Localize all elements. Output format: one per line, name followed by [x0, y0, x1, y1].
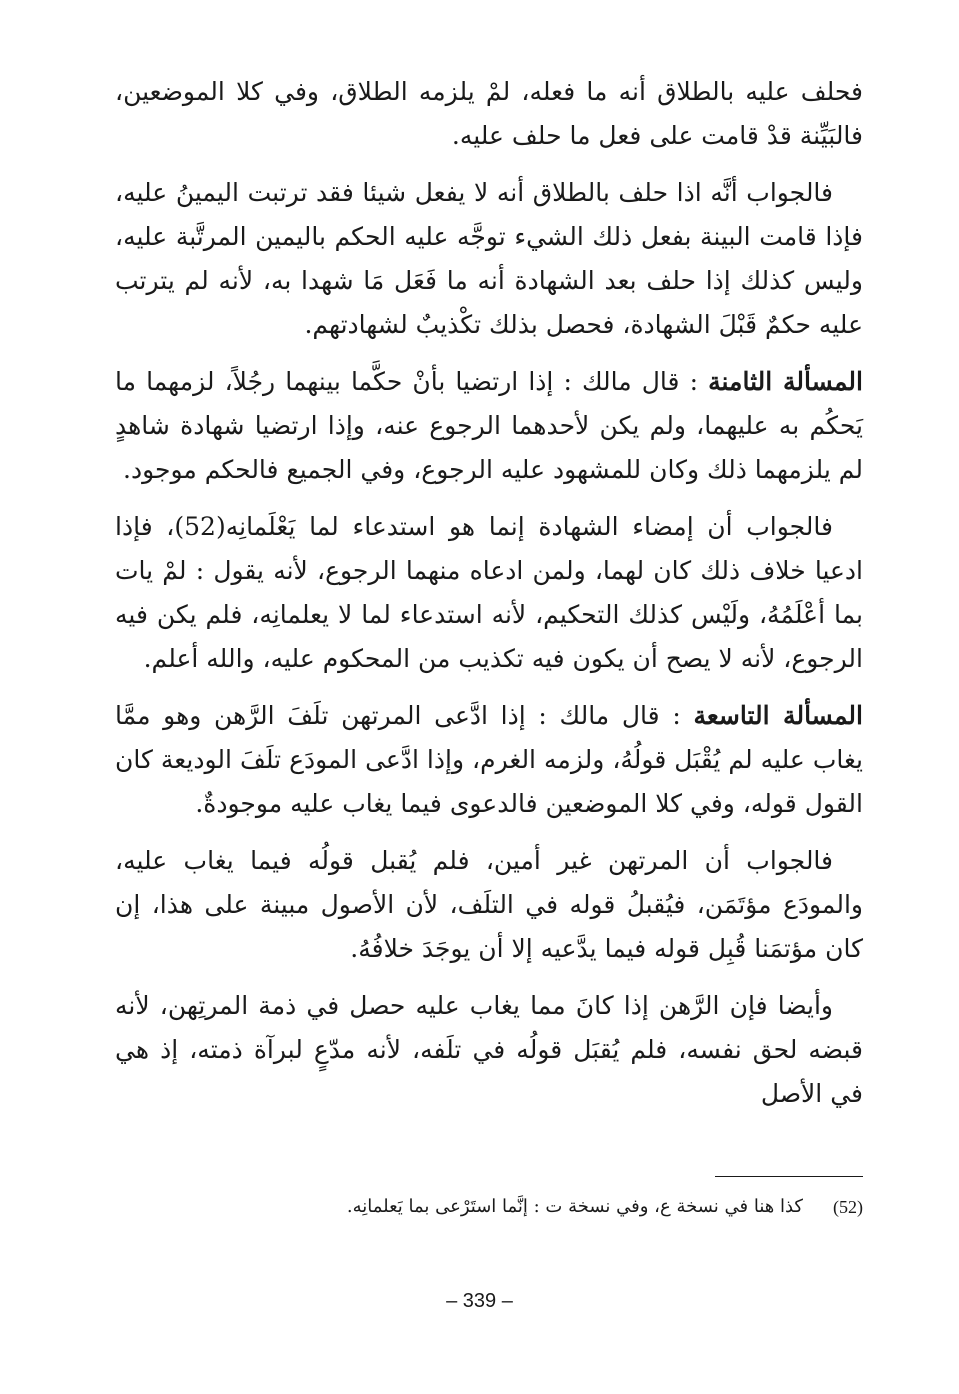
paragraph-3-text: : قال مالك : إذا ارتضيا بأنْ حكَّما بينهما رجُلاً، لزمهما ما يَحكُم به عليهما، ولم يكن لأحدهما الرجوع عنه، وإذا ارتضيا شهادة شاهدٍ لم يلزمهما ذلك وكان للمشهود عليه الرجوع، وفي الجميع فالحكم موجود.	[115, 367, 863, 484]
footnote-divider	[715, 1176, 863, 1177]
paragraph-5	[115, 694, 863, 826]
paragraph-5-text: : قال مالك : إذا ادَّعى المرتهن تلَفَ الرَّهن وهو ممَّا يغاب عليه لم يُقْبَل قولُهُ، ولزمه الغرم، وإذا ادَّعى المودَع تلَفَ الوديعة كان القول قوله، وفي كلا الموضعين فالدعوى فيما يغاب عليه موجودةٌ.	[115, 701, 863, 818]
paragraph-7	[115, 984, 863, 1116]
paragraph-4-text: فالجواب أن إمضاء الشهادة إنما هو استدعاء لما يَعْلَمانِه(52)، فإذا ادعيا خلاف ذلك كان لهما، ولمن ادعاه منهما الرجوع، لأنه يقول : لمْ يات بما أعْلَمُهُ، ولَيْس كذلك التحكيم، لأنه استدعاء لما لا يعلمانِه، فلم يكن فيه الرجوع، لأنه لا يصح أن يكون فيه تكذيب من المحكوم عليه، والله أعلم.	[115, 512, 863, 673]
paragraph-2	[115, 171, 863, 347]
page-number: – 339 –	[446, 1290, 513, 1312]
paragraph-6	[115, 839, 863, 971]
paragraph-1-text: فحلف عليه بالطلاق أنه ما فعله، لمْ يلزمه الطلاق، وفي كلا الموضعين، فالبَيِّنة قدْ قامت على فعل ما حلف عليه.	[115, 77, 863, 150]
section-heading-eighth: المسألة الثامنة	[708, 367, 863, 396]
paragraph-3	[115, 360, 863, 492]
page-body	[115, 70, 863, 1129]
footnote-text: كذا هنا في نسخة ع، وفي نسخة ت : إنَّما استَرْعى بما يَعلمانِه.	[346, 1196, 803, 1217]
paragraph-4	[115, 505, 863, 681]
footnotes	[115, 1180, 863, 1222]
paragraph-2-text: فالجواب أنَّه اذا حلف بالطلاق أنه لا يفعل شيئا فقد ترتبت اليمينُ عليه، فإذا قامت البينة بفعل ذلك الشيء توجَّه عليه الحكم باليمين المرتَّبة عليه، وليس كذلك إذا حلف بعد الشهادة أنه ما فَعَل مَا شهدا به، لأنه لم يترتب عليه حكمٌ قَبْلَ الشهادة، فحصل بذلك تكْذيبٌ لشهادتهم.	[115, 178, 863, 339]
paragraph-1	[115, 70, 863, 158]
section-heading-ninth: المسألة التاسعة	[693, 701, 863, 730]
footnote-52	[115, 1192, 863, 1222]
paragraph-6-text: فالجواب أن المرتهن غير أمين، فلم يُقبل قولُه فيما يغاب عليه، والمودَع مؤتَمَن، فيُقبلُ قوله في التلَف، لأن الأصول مبينة على هذا، إن كان مؤتمَنا قُبِل قوله فيما يدَّعيه إلا أن يوجَدَ خلافُهُ.	[115, 846, 863, 963]
footnote-number: (52)	[833, 1197, 863, 1217]
paragraph-7-text: وأيضا فإن الرَّهن إذا كانَ مما يغاب عليه حصل في ذمة المرتِهن، لأنه قبضه لحق نفسه، فلم يُقبَل قولُه في تلَفه، لأنه مدّعٍ لبرآة ذمته، إذ هي في الأصل	[115, 991, 863, 1108]
